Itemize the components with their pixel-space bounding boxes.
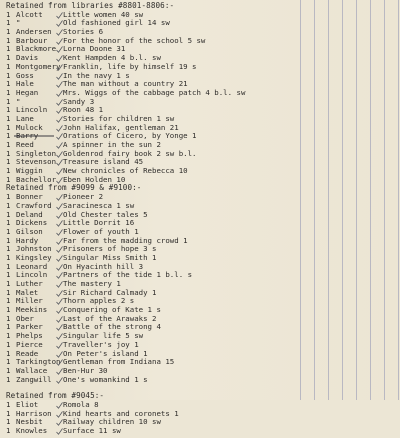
list-item [6,410,306,419]
item-quantity: 1 [6,374,11,384]
ledger-rule-line [398,0,399,400]
item-quantity: 1 [6,365,11,375]
item-quantity: 1 [6,174,11,184]
item-title: Sir Richard Calmady 1 [63,287,157,297]
item-title: Old Chester tales 5 [63,209,148,219]
item-title: One's womankind 1 s [63,374,148,384]
item-quantity: 1 [6,305,11,315]
item-quantity: 1 [6,322,11,332]
item-title: Roon 48 1 [63,105,104,115]
item-title: Singular Miss Smith 1 [63,252,157,262]
check-mark-icon [56,159,62,165]
item-quantity: 1 [6,244,11,254]
check-mark-icon [56,272,62,278]
check-mark-icon [56,324,62,330]
item-quantity: 1 [6,357,11,367]
item-title: In the navy 1 s [63,70,130,80]
ledger-rule-line [314,0,315,400]
item-title: Prisoners of hope 3 s [63,244,157,254]
item-author: Bachellor [16,174,57,184]
item-title: On Hyacinth hill 3 [63,261,144,271]
item-quantity: 1 [6,27,11,37]
check-mark-icon [56,116,62,122]
item-author: Lincoln [16,270,48,280]
item-title: Singular life 5 sw [63,331,144,341]
list-item [6,271,306,280]
check-mark-icon [56,151,62,157]
item-title: Old fashioned girl 14 sw [63,18,170,28]
item-quantity: 1 [6,235,11,245]
item-quantity: 1 [6,166,11,176]
check-mark-icon [56,255,62,261]
item-quantity: 1 [6,270,11,280]
item-author: Davis [16,53,39,63]
check-mark-icon [56,212,62,218]
check-mark-icon [56,177,62,183]
item-title: Kent Hampden 4 b.l. sw [63,53,161,63]
item-author: Wiggin [16,166,43,176]
item-author: Nesbit [16,417,43,427]
item-author: Johnston [16,244,52,254]
list-item [6,427,306,436]
item-quantity: 1 [6,261,11,271]
check-mark-icon [56,316,62,322]
check-mark-icon [56,307,62,313]
check-mark-icon [56,246,62,252]
check-mark-icon [56,99,62,105]
ledger-rule-line [384,0,385,400]
item-author: Pierce [16,339,43,349]
item-author: Gilson [16,226,43,236]
check-mark-icon [56,290,62,296]
item-author: Miller [16,296,43,306]
item-title: Sandy 3 [63,96,95,106]
section-header: Retained from #9099 & #9100:- [6,183,142,193]
item-author: Meekins [16,305,48,315]
list-item [6,418,306,427]
item-author: Kingsley [16,252,52,262]
item-title: Saracinesca 1 sw [63,200,135,210]
item-quantity: 1 [6,44,11,54]
item-title: Stories for children 1 sw [63,113,175,123]
item-author: Montgomery [16,61,61,71]
list-item [6,341,306,350]
item-author: Harrison [16,408,52,418]
item-quantity: 1 [6,218,11,228]
item-title: Surface 11 sw [63,426,121,435]
item-quantity: 1 [6,209,11,219]
item-title: Far from the madding crowd 1 [63,235,188,245]
item-author: Bonner [16,192,43,202]
item-title: Railway children 10 sw [63,417,161,427]
item-quantity: 1 [6,87,11,97]
item-quantity: 1 [6,70,11,80]
item-title: Little women 40 sw [63,9,144,19]
item-author: Knowles [16,426,48,435]
item-author: Crawford [16,200,52,210]
check-mark-icon [56,38,62,44]
list-item [6,306,306,315]
item-author: Reed [16,140,34,149]
item-author: Blackmore [16,44,57,54]
check-mark-icon [56,359,62,365]
list-item [6,98,306,107]
item-author: Eliot [16,399,39,409]
item-title: John Halifax, gentleman 21 [63,122,179,132]
item-author: Barry [16,131,39,141]
item-title: Orations of Cicero, by Yonge 1 [63,131,197,141]
check-mark-icon [56,351,62,357]
check-mark-icon [56,194,62,200]
item-author: Hardy [16,235,39,245]
item-title: For the honor of the school 5 sw [63,35,206,45]
check-mark-icon [56,29,62,35]
check-mark-icon [56,46,62,52]
section-header: Retained from libraries #8801-8806:- [6,1,175,10]
item-quantity: 1 [6,79,11,89]
check-mark-icon [56,238,62,244]
list-item [6,219,306,228]
item-author: Mulock [16,122,43,132]
book-list [6,2,306,436]
list-item [6,89,306,98]
list-item [6,332,306,341]
item-title: Goldenrod fairy book 2 sw b.l. [63,148,197,158]
check-mark-icon [56,168,62,174]
item-author: Reade [16,348,39,358]
item-quantity: 1 [6,399,11,409]
ledger-rule-line [328,0,329,400]
check-mark-icon [56,402,62,408]
list-item [6,280,306,289]
item-author: " [16,96,21,106]
item-quantity: 1 [6,131,11,141]
item-author: Hegan [16,87,39,97]
item-quantity: 1 [6,339,11,349]
item-author: Leonard [16,261,48,271]
check-mark-icon [56,12,62,18]
ledger-columns [300,0,400,400]
item-author: Barbour [16,35,48,45]
check-mark-icon [56,125,62,131]
item-author: Goss [16,70,34,80]
list-item [6,211,306,220]
check-mark-icon [56,419,62,425]
item-title: Partners of the tide 1 b.l. s [63,270,193,280]
check-mark-icon [56,342,62,348]
list-item [6,323,306,332]
item-title: Flower of youth 1 [63,226,139,236]
section-header: Retained from #9045:- [6,391,105,401]
item-quantity: 1 [6,105,11,115]
check-mark-icon [56,55,62,61]
item-quantity: 1 [6,200,11,210]
item-quantity: 1 [6,61,11,71]
list-item [6,63,306,72]
ledger-rule-line [356,0,357,400]
item-quantity: 1 [6,192,11,202]
item-title: Last of the Arawaks 2 [63,313,157,323]
check-mark-icon [56,81,62,87]
item-quantity: 1 [6,408,11,418]
item-quantity: 1 [6,157,11,167]
item-quantity: 1 [6,287,11,297]
item-quantity: 1 [6,348,11,358]
item-title: Treasure island 45 [63,157,144,167]
list-item [6,376,306,385]
item-quantity: 1 [6,96,11,106]
check-mark-icon [56,281,62,287]
item-author: Dickens [16,218,48,228]
item-title: Battle of the strong 4 [63,322,161,332]
item-author: " [16,18,21,28]
item-quantity: 1 [6,417,11,427]
item-quantity: 1 [6,53,11,63]
item-title: The man without a country 21 [63,79,188,89]
check-mark-icon [56,333,62,339]
item-author: Andersen [16,27,52,37]
list-item [6,401,306,410]
item-quantity: 1 [6,140,11,149]
check-mark-icon [56,229,62,235]
item-title: Franklin, life by himself 19 s [63,61,197,71]
item-author: Alcott [16,9,43,19]
item-title: On Peter's island 1 [63,348,148,358]
item-quantity: 1 [6,35,11,45]
check-mark-icon [56,107,62,113]
check-mark-icon [56,133,62,139]
item-author: Deland [16,209,43,219]
item-title: Traveller's joy 1 [63,339,139,349]
check-mark-icon [56,73,62,79]
list-item [6,254,306,263]
item-quantity: 1 [6,113,11,123]
check-mark-icon [56,411,62,417]
item-quantity: 1 [6,9,11,19]
item-title: Pioneer 2 [63,192,104,202]
item-author: Wallace [16,365,48,375]
check-mark-icon [56,90,62,96]
ledger-rule-line [342,0,343,400]
item-author: Ober [16,313,34,323]
item-title: Conquering of Kate 1 s [63,305,161,315]
item-title: Romola 8 [63,399,99,409]
item-author: Malet [16,287,39,297]
ledger-rule-line [370,0,371,400]
item-title: A spinner in the sun 2 [63,140,161,149]
item-quantity: 1 [6,313,11,323]
item-author: Lincoln [16,105,48,115]
item-title: New chronicles of Rebecca 10 [63,166,188,176]
check-mark-icon [56,368,62,374]
check-mark-icon [56,428,62,434]
list-item [6,202,306,211]
item-author: Singleton [16,148,57,158]
item-author: Tarkington [16,357,61,367]
item-quantity: 1 [6,252,11,262]
check-mark-icon [56,64,62,70]
item-quantity: 1 [6,279,11,288]
item-author: Zangwill [16,374,52,384]
item-title: Little Dorrit 16 [63,218,135,228]
item-title: Lorna Doone 31 [63,44,126,54]
item-author: Phelps [16,331,43,341]
item-quantity: 1 [6,426,11,435]
item-title: Thorn apples 2 s [63,296,135,306]
item-author: Lane [16,113,34,123]
item-quantity: 1 [6,122,11,132]
item-title: Eben Holden 10 [63,174,126,184]
item-quantity: 1 [6,296,11,306]
check-mark-icon [56,220,62,226]
item-author: Hale [16,79,34,89]
list-item [6,358,306,367]
check-mark-icon [56,298,62,304]
item-author: Parker [16,322,43,332]
item-title: Stories 6 [63,27,104,37]
check-mark-icon [56,377,62,383]
item-quantity: 1 [6,148,11,158]
item-quantity: 1 [6,331,11,341]
check-mark-icon [56,20,62,26]
item-title: Kind hearts and coronets 1 [63,408,179,418]
item-title: Mrs. Wiggs of the cabbage patch 4 b.l. sw [63,87,246,97]
item-author: Stevenson [16,157,57,167]
item-quantity: 1 [6,226,11,236]
item-title: The mastery 1 [63,279,121,288]
check-mark-icon [56,203,62,209]
item-author: Luther [16,279,43,288]
list-item [6,289,306,298]
check-mark-icon [56,142,62,148]
item-quantity: 1 [6,18,11,28]
item-title: Ben-Hur 30 [63,365,108,375]
check-mark-icon [56,264,62,270]
item-title: Gentleman from Indiana 15 [63,357,175,367]
